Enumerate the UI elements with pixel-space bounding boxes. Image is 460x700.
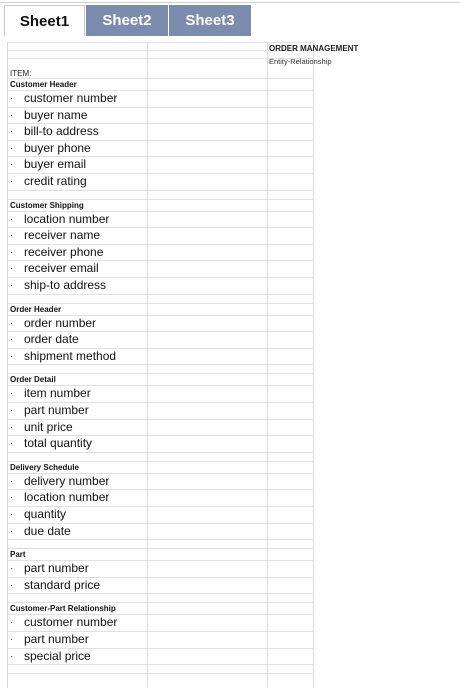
list-item-label: bill-to address	[24, 124, 99, 139]
list-item-label: part number	[24, 403, 89, 417]
list-item-label: due date	[24, 523, 71, 538]
grid-row-line	[8, 78, 314, 79]
section-title: Delivery Schedule	[10, 462, 79, 472]
bullet-icon: ·	[10, 475, 14, 487]
grid-row-line	[8, 452, 314, 453]
bullet-icon: ·	[10, 176, 14, 187]
list-item-label: receiver name	[24, 228, 101, 243]
bullet-icon: ·	[10, 438, 14, 450]
bullet-icon: ·	[10, 421, 14, 433]
bullet-icon: ·	[10, 509, 14, 520]
grid-row-line	[8, 199, 314, 200]
tab-sheet1[interactable]: Sheet1	[4, 5, 85, 36]
section-title: Customer-Part Relationship	[10, 604, 116, 614]
section-title: Customer Header	[10, 80, 77, 89]
bullet-icon: ·	[10, 579, 14, 591]
grid-row-line	[8, 461, 314, 462]
list-item-label: customer number	[24, 91, 118, 105]
sheet-tab-bar	[4, 2, 450, 36]
tab-sheet3[interactable]: Sheet3	[169, 5, 251, 36]
grid-row-line	[8, 548, 314, 549]
list-item-label: location number	[24, 490, 110, 505]
bullet-icon: ·	[10, 634, 14, 645]
bullet-icon: ·	[10, 246, 14, 258]
item-label: ITEM:	[10, 69, 32, 78]
section-title: Order Detail	[10, 375, 56, 385]
sheet-title: ORDER MANAGEMENT	[269, 44, 359, 53]
bullet-icon: ·	[10, 350, 14, 362]
list-item-label: item number	[24, 386, 91, 401]
grid-row-line	[8, 673, 314, 674]
bullet-icon: ·	[10, 617, 14, 629]
bullet-icon: ·	[10, 563, 14, 575]
grid-row-line	[8, 364, 314, 365]
list-item-label: total quantity	[24, 436, 93, 451]
list-item-label: location number	[24, 211, 110, 226]
section-title: Customer Shipping	[10, 200, 84, 210]
bullet-icon: ·	[10, 230, 14, 242]
section-title: Order Header	[10, 304, 62, 314]
bullet-icon: ·	[10, 525, 14, 537]
bullet-icon: ·	[10, 126, 14, 138]
list-item-label: buyer phone	[24, 140, 91, 155]
bullet-icon: ·	[10, 93, 14, 104]
bullet-icon: ·	[10, 280, 14, 291]
bullet-icon: ·	[10, 213, 14, 225]
list-item-label: order date	[24, 332, 79, 347]
list-item-label: special price	[24, 648, 91, 663]
list-item-label: buyer name	[24, 107, 88, 122]
list-item-label: part number	[24, 632, 89, 646]
list-item-label: ship-to address	[24, 278, 107, 292]
tab-sheet2[interactable]: Sheet2	[86, 5, 168, 36]
grid-row-line	[8, 602, 314, 603]
grid-row-line	[8, 539, 314, 540]
bullet-icon: ·	[10, 263, 14, 275]
list-item-label: buyer email	[24, 157, 87, 172]
list-item-label: receiver phone	[24, 244, 104, 259]
bullet-icon: ·	[10, 650, 14, 662]
grid-row-line	[8, 373, 314, 374]
grid-row-line	[8, 190, 314, 191]
bullet-icon: ·	[10, 317, 14, 329]
bullet-icon: ·	[10, 388, 14, 400]
list-item-label: receiver email	[24, 261, 99, 276]
grid-row-line	[8, 294, 314, 295]
list-item-label: shipment method	[24, 348, 117, 363]
bullet-icon: ·	[10, 405, 14, 416]
list-item-label: part number	[24, 561, 89, 576]
section-title: Part	[10, 550, 26, 560]
list-item-label: standard price	[24, 577, 101, 592]
list-item-label: credit rating	[24, 174, 87, 188]
bullet-icon: ·	[10, 142, 14, 154]
grid-row-line	[8, 303, 314, 304]
bullet-icon: ·	[10, 159, 14, 171]
list-item-label: unit price	[24, 419, 73, 434]
list-item-label: delivery number	[24, 473, 110, 488]
grid-row-line	[8, 664, 314, 665]
list-item-label: order number	[24, 315, 97, 330]
grid-row-line	[8, 42, 314, 43]
list-item-label: customer number	[24, 615, 118, 630]
bullet-icon: ·	[10, 109, 14, 121]
grid-row-line	[8, 593, 314, 594]
sheet-subtitle: Entity-Relationship	[269, 57, 332, 66]
list-item-label: quantity	[24, 507, 67, 521]
bullet-icon: ·	[10, 492, 14, 504]
bullet-icon: ·	[10, 334, 14, 346]
